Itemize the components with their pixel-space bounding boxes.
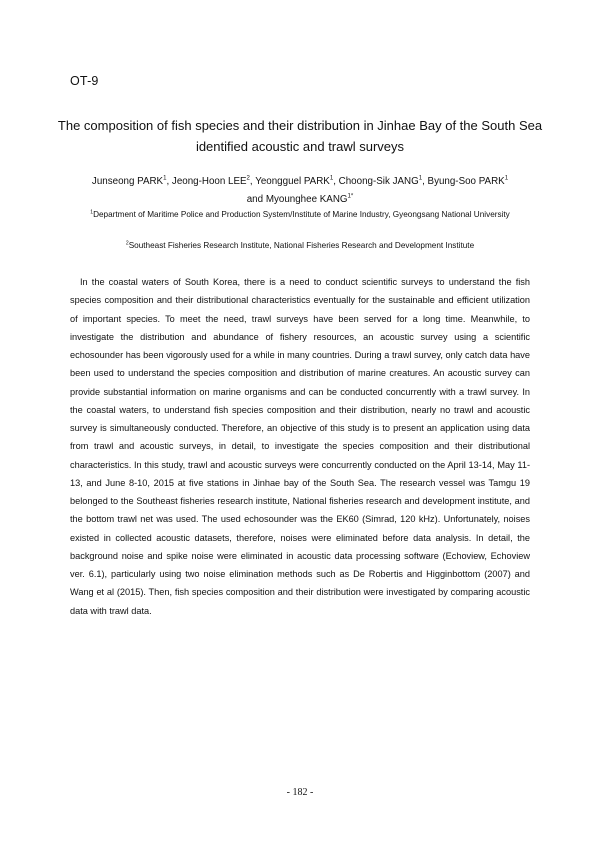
affiliation-mark: 1 — [90, 209, 94, 216]
author-conjunction: and — [246, 193, 264, 205]
author-separator: , — [249, 176, 256, 187]
affiliation-mark: 2 — [125, 240, 129, 247]
author-name-corresponding: Myounghee KANG — [265, 193, 348, 205]
author-name: Jeong-Hoon LEE — [171, 176, 247, 187]
session-code: OT-9 — [70, 74, 99, 88]
author-separator: , — [422, 176, 428, 187]
affiliation-2 — [70, 238, 530, 253]
paper-title: The composition of fish species and their distribution in Jinhae Bay of the South Sea identified acoustic and trawl surveys — [57, 118, 543, 154]
author-name: Yeongguel PARK — [255, 176, 330, 187]
affiliation-text: Southeast Fisheries Research Institute, National Fisheries Research and Development Institute — [128, 241, 475, 250]
author-affiliation-mark: 1 — [163, 175, 167, 182]
abstract-body: In the coastal waters of South Korea, there is a need to conduct scientific surveys to understand the fish species composition and their distributional characteristics eventually for the sustainable and efficient utilization of important species. To meet the need, trawl surveys have been served for a long time. Meanwhile, to investigate the distribution and abundance of fishery resources, an acoustic survey using a scientific echosounder has been vigorously used for a while in many countries. During a trawl survey, only catch data have been used to understand the species composition and distribution of marine creatures. An acoustic survey can provide substantial information on marine organisms and can be conducted concurrently with a trawl survey. In the coastal waters, to understand fish species composition and their distribution, nearly no trawl and acoustic survey is simultaneously conducted. Therefore, an objective of this study is to present an application using data from trawl and acoustic surveys, in detail, to investigate the species composition and their distributional characteristics. In this study, trawl and acoustic surveys were concurrently conducted on the April 13-14, May 11-13, and June 8-10, 2015 at five stations in Jinhae bay of the South Sea. The research vessel was Tamgu 19 belonged to the Southeast fisheries research institute, National fisheries research and development institute, and the bottom trawl net was used. The used echosounder was the EK60 (Simrad, 120 kHz). Unfortunately, noises existed in collected acoustic datasets, therefore, noises were eliminated before data analysis. In detail, the background noise and spike noise were eliminated in acoustic data processing software (Echoview, Echoview ver. 6.1), particularly using two noise elimination methods such as De Robertis and Higginbottom (2007) and Wang et al (2015). Then, fish species composition and their distribution were investigated by comparing acoustic data with trawl data. — [70, 277, 530, 616]
author-affiliation-mark: 1 — [329, 175, 334, 182]
author-affiliation-mark: 1 — [504, 175, 509, 182]
author-separator: , — [166, 176, 172, 187]
page-number: - 182 - — [286, 787, 314, 798]
author-name: Junseong PARK — [91, 176, 164, 187]
author-name: Choong-Sik JANG — [338, 176, 419, 187]
author-list — [56, 173, 544, 208]
affiliation-1 — [70, 207, 530, 222]
author-affiliation-mark: 2 — [246, 175, 250, 182]
author-affiliation-mark: 1 — [418, 175, 423, 182]
author-separator: , — [333, 176, 339, 187]
affiliation-text: Department of Maritime Police and Production System/Institute of Marine Industry, Gyeongsang National University — [93, 210, 510, 219]
author-affiliation-mark: 1* — [347, 193, 354, 200]
author-name: Byung-Soo PARK — [427, 176, 505, 187]
